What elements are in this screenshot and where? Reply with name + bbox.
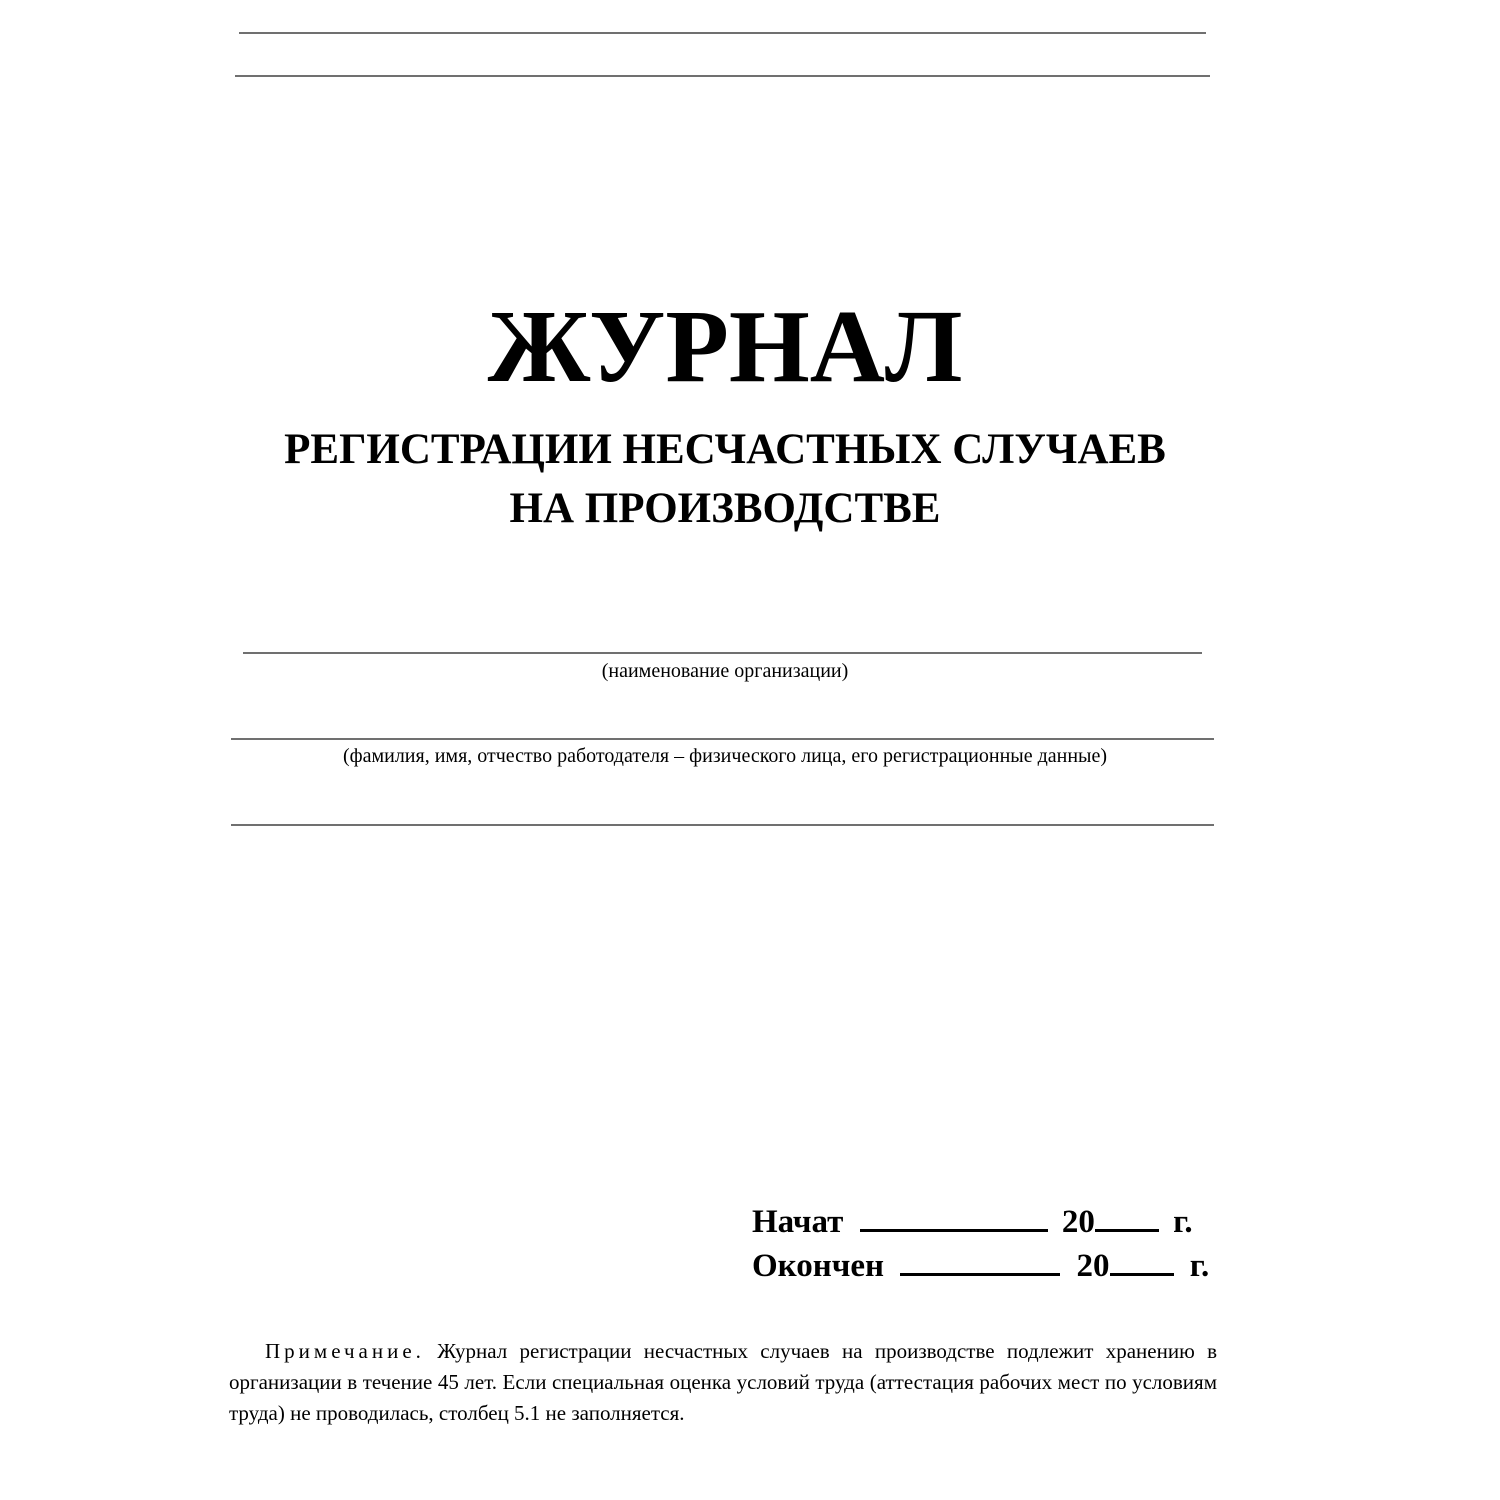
finished-year-blank[interactable] bbox=[1110, 1245, 1174, 1276]
finished-year-prefix: 20 bbox=[1076, 1248, 1110, 1284]
started-label: Начат bbox=[752, 1204, 844, 1240]
extra-line[interactable] bbox=[231, 824, 1214, 826]
organization-name-line[interactable] bbox=[243, 652, 1202, 654]
started-year-blank[interactable] bbox=[1095, 1201, 1159, 1232]
employer-caption: (фамилия, имя, отчество работодателя – физического лица, его регистрационные данные) bbox=[342, 745, 1108, 767]
document-title: ЖУРНАЛ bbox=[487, 289, 963, 404]
organization-caption: (наименование организации) bbox=[601, 660, 849, 682]
top-rule-1 bbox=[239, 32, 1206, 34]
started-year-suffix: г. bbox=[1173, 1204, 1193, 1240]
note-paragraph bbox=[229, 1336, 1217, 1429]
employer-name-line[interactable] bbox=[231, 738, 1214, 740]
note-text: Журнал регистрации несчастных случаев на производстве подлежит хранению в организации в течение 45 лет. Если специальная оценка условий труда (аттестация рабочих мест по условиям труда) не проводилась, столбец 5.1 не заполняется. bbox=[229, 1339, 1217, 1425]
finished-row bbox=[752, 1244, 1209, 1288]
document-subtitle-line1: РЕГИСТРАЦИИ НЕСЧАСТНЫХ СЛУЧАЕВ bbox=[284, 426, 1166, 473]
started-date-blank[interactable] bbox=[860, 1201, 1048, 1232]
finished-label: Окончен bbox=[752, 1248, 885, 1284]
top-rule-2 bbox=[235, 75, 1210, 77]
started-row bbox=[752, 1200, 1209, 1244]
note-label: Примечание. bbox=[265, 1339, 425, 1363]
document-subtitle-line2: НА ПРОИЗВОДСТВЕ bbox=[509, 485, 941, 532]
started-year-prefix: 20 bbox=[1061, 1204, 1095, 1240]
finished-year-suffix: г. bbox=[1189, 1248, 1210, 1284]
dates-block bbox=[752, 1200, 1209, 1288]
finished-date-blank[interactable] bbox=[900, 1245, 1060, 1276]
